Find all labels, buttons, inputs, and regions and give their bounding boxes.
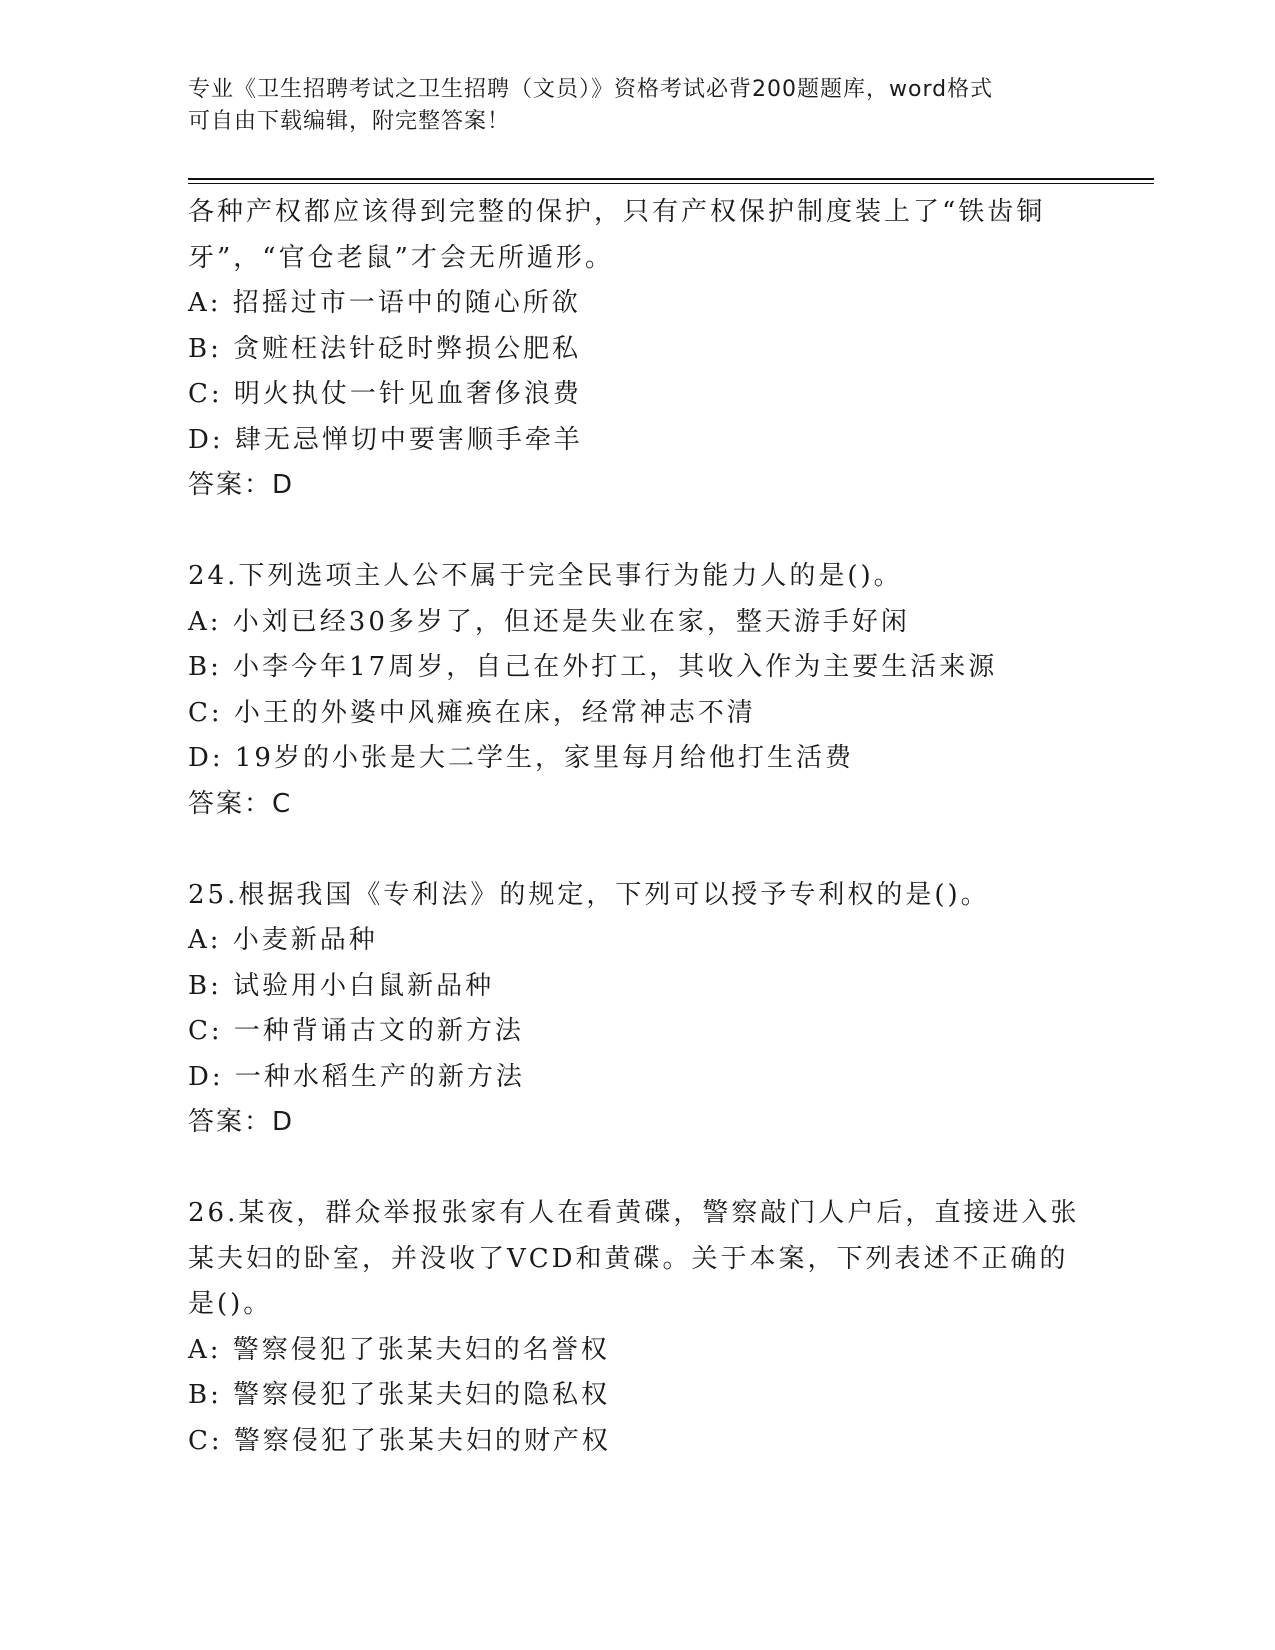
option-b: B: 小李今年17周岁，自己在外打工，其收入作为主要生活来源	[188, 652, 998, 682]
spacer	[188, 1146, 1088, 1192]
option-c: C: 明火执仗一针见血奢侈浪费	[188, 379, 582, 409]
answer-line: 答案：D	[188, 1107, 295, 1137]
question-stem-line: 是()。	[188, 1289, 273, 1319]
option-a: A: 招摇过市一语中的随心所欲	[188, 288, 581, 318]
option-c: C: 警察侵犯了张某夫妇的财产权	[188, 1425, 611, 1456]
question-25	[188, 873, 1088, 1146]
answer-line: 答案：D	[188, 470, 295, 500]
option-d: D: 肆无忌惮切中要害顺手牵羊	[188, 424, 583, 455]
option-a: A: 警察侵犯了张某夫妇的名誉权	[188, 1334, 610, 1365]
question-stem-line: 各种产权都应该得到完整的保护，只有产权保护制度装上了“铁齿铜	[188, 197, 1046, 227]
question-stem-line: 26.某夜，群众举报张家有人在看黄碟，警察敲门人户后，直接进入张	[188, 1198, 1080, 1228]
header-title-line-2: 可自由下载编辑，附完整答案！	[188, 109, 511, 134]
question-23	[188, 190, 1088, 509]
option-a: A: 小麦新品种	[188, 925, 378, 955]
document-header	[188, 74, 1088, 138]
option-c: C: 小王的外婆中风瘫痪在床，经常神志不清	[188, 697, 756, 728]
spacer	[188, 827, 1088, 873]
header-divider-thick	[188, 178, 1154, 180]
spacer	[188, 509, 1088, 555]
option-d: D: 19岁的小张是大二学生，家里每月给他打生活费	[188, 743, 854, 773]
option-c: C: 一种背诵古文的新方法	[188, 1016, 524, 1046]
question-stem-line: 某夫妇的卧室，并没收了VCD和黄碟。关于本案，下列表述不正确的	[188, 1243, 1069, 1274]
option-b: B: 警察侵犯了张某夫妇的隐私权	[188, 1380, 611, 1410]
option-b: B: 贪赃枉法针砭时弊损公肥私	[188, 333, 582, 364]
header-title-line-1: 专业《卫生招聘考试之卫生招聘（文员）》资格考试必背200题题库，word格式	[188, 77, 994, 102]
question-26	[188, 1191, 1088, 1464]
header-divider-thin	[188, 183, 1154, 184]
option-b: B: 试验用小白鼠新品种	[188, 970, 495, 1001]
question-list	[188, 190, 1088, 1464]
question-stem-line: 25.根据我国《专利法》的规定，下列可以授予专利权的是()。	[188, 879, 990, 910]
question-24	[188, 554, 1088, 827]
option-a: A: 小刘已经30多岁了，但还是失业在家，整天游手好闲	[188, 606, 910, 637]
answer-line: 答案：C	[188, 788, 293, 819]
option-d: D: 一种水稻生产的新方法	[188, 1061, 525, 1092]
question-stem-line: 24.下列选项主人公不属于完全民事行为能力人的是()。	[188, 561, 903, 591]
question-stem-line: 牙”，“官仓老鼠”才会无所遁形。	[188, 242, 614, 273]
